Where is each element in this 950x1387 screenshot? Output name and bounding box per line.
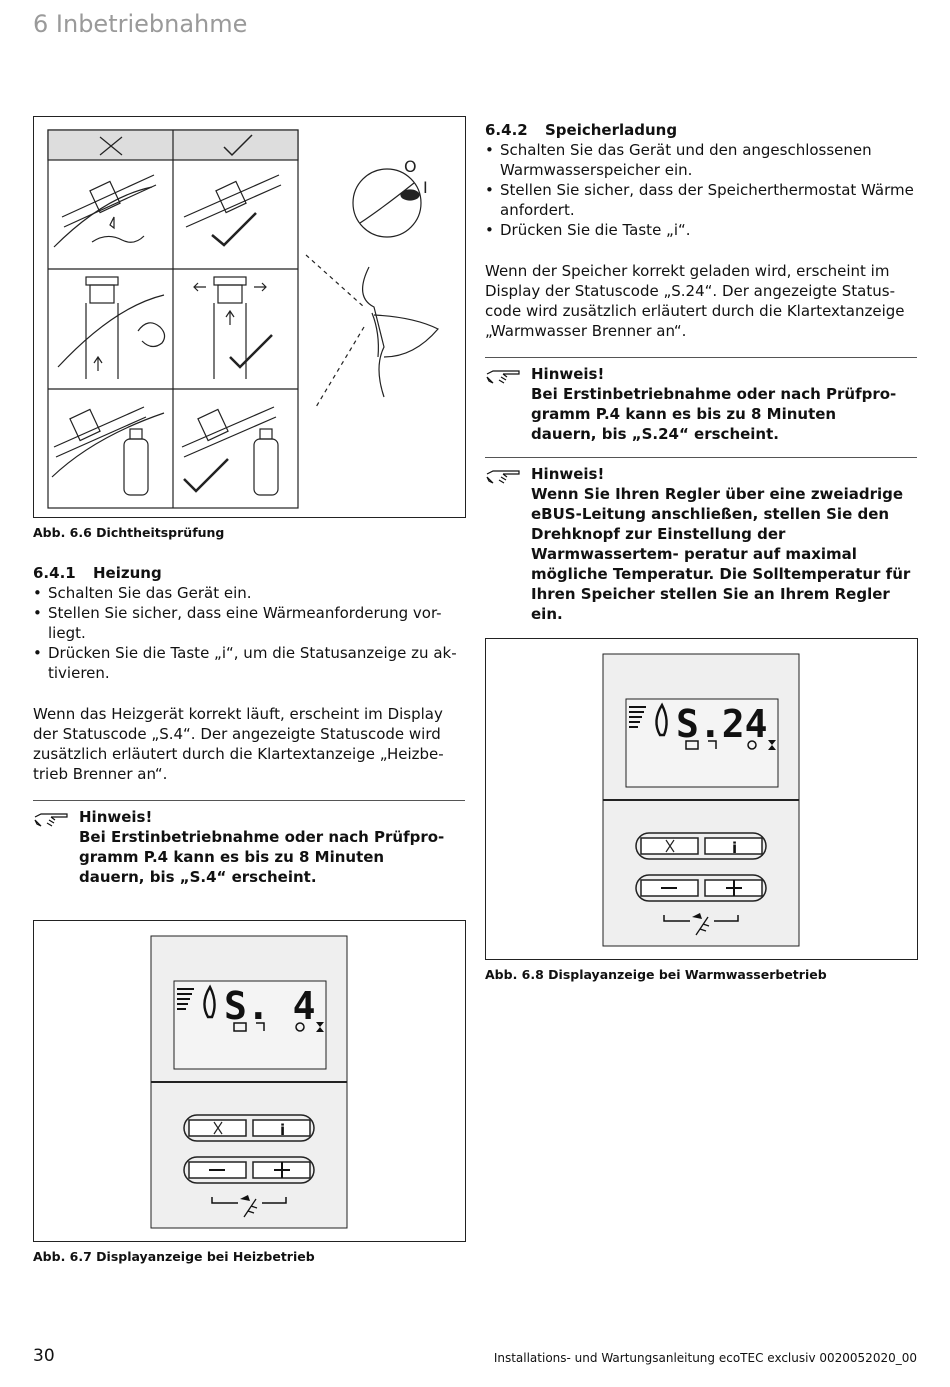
paragraph-6-4-1: Wenn das Heizgerät korrekt läuft, erscheint im Display der Statuscode „S.4“. Der angezeigte Statuscode wird zusätzlich erläutert durch die Klartextanzeige „Heizbe- trieb Brenner an“. <box>33 705 444 783</box>
pointing-hand-icon <box>33 809 69 829</box>
section-number: 6.4.1 <box>33 564 76 582</box>
leak-test-illustration <box>34 117 465 517</box>
paragraph-6-4-2: Wenn der Speicher korrekt geladen wird, erscheint im Display der Statuscode „S.24“. Der angezeigte Status- code wird zusätzlich erläutert durch die Klartextanzeige „Warmwasser Brenner an“. <box>485 262 905 340</box>
figure-caption-6-7: Abb. 6.7 Displayanzeige bei Heizbetrieb <box>33 1249 315 1264</box>
section-title: Heizung <box>93 564 162 582</box>
note-title: Hinweis! <box>531 365 605 383</box>
list-item: • Schalten Sie das Gerät ein. <box>33 583 465 603</box>
figure-display-heating <box>33 920 466 1242</box>
page-number: 30 <box>33 1346 55 1366</box>
section-heading-6-4-1 <box>33 563 162 583</box>
figure-leak-test <box>33 116 466 518</box>
figure-caption-6-6: Abb. 6.6 Dichtheitsprüfung <box>33 525 225 540</box>
dial-on-label: I <box>423 178 428 197</box>
note-text: Bei Erstinbetriebnahme oder nach Prüfpro- gramm P.4 kann es bis zu 8 Minuten dauern, bis „S.24“ erscheint. <box>531 385 897 443</box>
section-number: 6.4.2 <box>485 121 528 139</box>
dial-off-label: O <box>404 157 417 176</box>
section-title: Speicherladung <box>545 121 678 139</box>
figure-caption-6-8: Abb. 6.8 Displayanzeige bei Warmwasserbetrieb <box>485 967 827 982</box>
control-panel-heating <box>34 921 465 1241</box>
note-6-4-2-second <box>485 457 917 624</box>
section-heading-6-4-2 <box>485 120 677 140</box>
bullet-list-6-4-2 <box>485 140 917 240</box>
display-status-code: S. 4 <box>224 984 316 1028</box>
control-panel-hot-water <box>486 639 917 959</box>
note-6-4-1 <box>33 800 465 887</box>
info-icon: i <box>280 1121 286 1139</box>
document-title: Installations- und Wartungsanleitung ecoTEC exclusiv 0020052020_00 <box>493 1351 917 1365</box>
note-text: Wenn Sie Ihren Regler über eine zweiadrige eBUS-Leitung anschließen, stellen Sie den Drehknopf zur Einstellung der Warmwassertem- peratur auf maximal mögliche Temperatur. Die Solltemperatur für Ihren Speicher stellen Sie an Ihrem Regler ein. <box>531 485 911 623</box>
chapter-header: 6 Inbetriebnahme <box>33 10 248 38</box>
figure-display-hot-water <box>485 638 918 960</box>
list-item: • Stellen Sie sicher, dass eine Wärmeanforderung vor- liegt. <box>33 603 465 643</box>
list-item: • Drücken Sie die Taste „i“. <box>485 220 917 240</box>
list-item: • Schalten Sie das Gerät und den angeschlossenen Warmwasserspeicher ein. <box>485 140 917 180</box>
list-item: • Stellen Sie sicher, dass der Speicherthermostat Wärme anfordert. <box>485 180 917 220</box>
pointing-hand-icon <box>485 366 521 386</box>
note-6-4-2-first <box>485 357 917 444</box>
display-status-code: S.24 <box>676 702 768 746</box>
note-title: Hinweis! <box>79 808 153 826</box>
list-item: • Drücken Sie die Taste „i“, um die Statusanzeige zu ak- tivieren. <box>33 643 465 683</box>
note-text: Bei Erstinbetriebnahme oder nach Prüfpro- gramm P.4 kann es bis zu 8 Minuten dauern, bis „S.4“ erscheint. <box>79 828 445 886</box>
note-title: Hinweis! <box>531 465 605 483</box>
bullet-list-6-4-1 <box>33 583 465 683</box>
info-icon: i <box>732 839 738 857</box>
pointing-hand-icon <box>485 466 521 486</box>
